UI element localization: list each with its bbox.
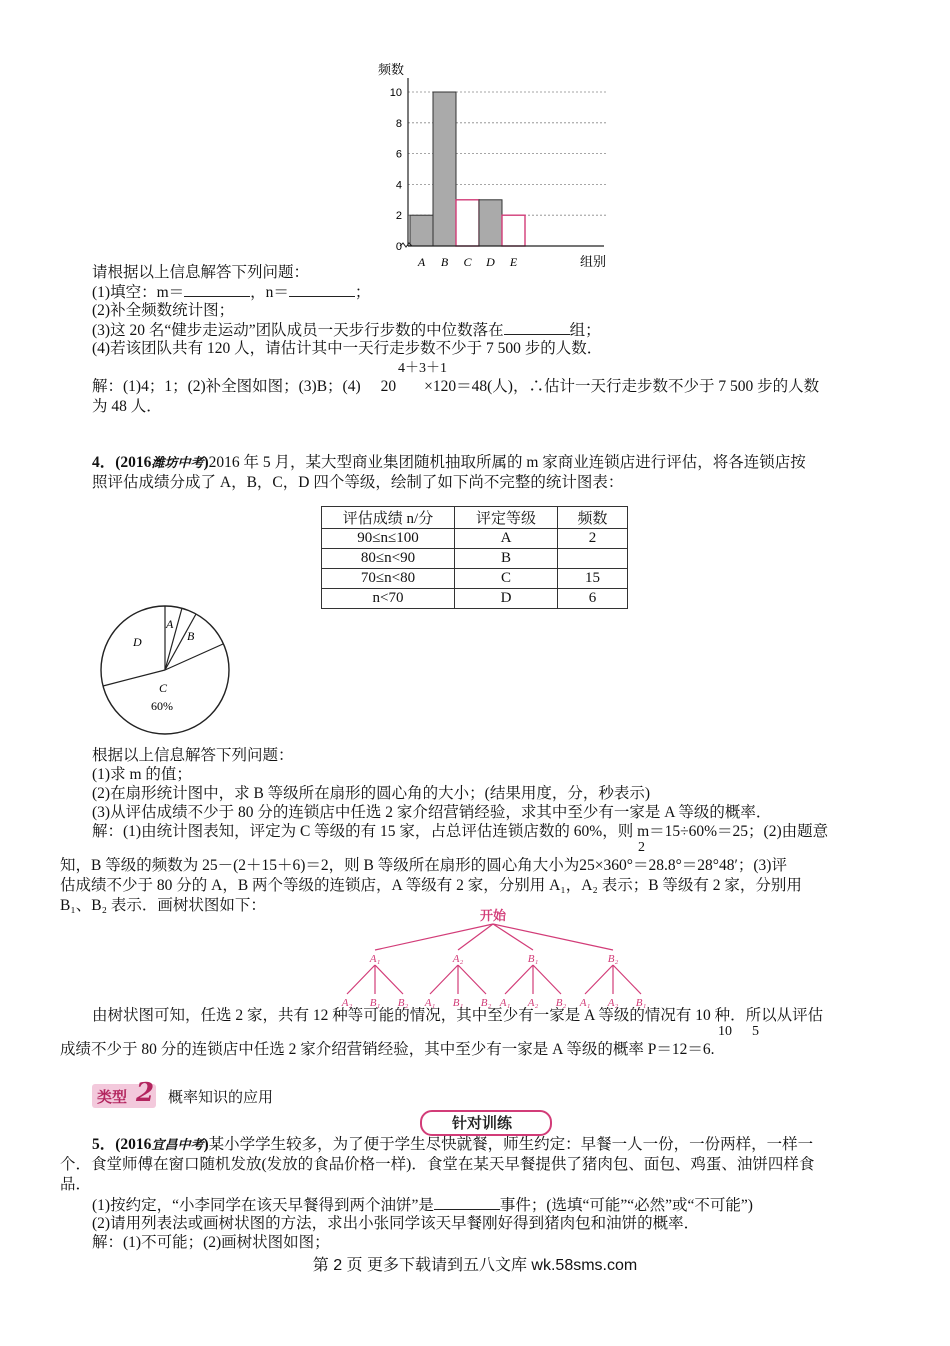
pie-label-d: D xyxy=(133,635,142,649)
q3-part1-b: ，n＝ xyxy=(250,284,289,301)
answer-blank xyxy=(504,320,570,335)
q3-intro: 请根据以上信息解答下列问题： xyxy=(92,264,310,281)
tree-branch xyxy=(375,965,403,994)
q3-part4: (4)若该团队共有 120 人，请估计其中一天行走步数不少于 7 500 步的人数． xyxy=(92,340,603,357)
bars xyxy=(410,92,525,246)
table-cell: 70≤n<80 xyxy=(322,569,455,589)
tree-leaf: B₂ xyxy=(397,997,409,1009)
answer-blank xyxy=(184,282,250,297)
q4-answer-line4: B₁、B₂ 表示．画树状图如下： xyxy=(60,897,266,914)
tree-leaf: A₁ xyxy=(424,997,436,1009)
tree-level1 xyxy=(369,953,619,965)
y-tick-label: 8 xyxy=(395,117,402,130)
q5-text1: 某小学学生较多，为了便于学生尽快就餐，师生约定：早餐一人一份，一份两样，一样一 xyxy=(208,1136,814,1153)
tree-branches xyxy=(347,924,641,994)
y-axis-label: 频数 xyxy=(378,62,405,77)
q4-source: (2016 xyxy=(115,454,152,471)
table-cell: 6 xyxy=(558,589,628,609)
q4-intro: 根据以上信息解答下列问题： xyxy=(92,747,294,764)
y-tick-label: 4 xyxy=(395,179,402,192)
table-header: 评定等级 xyxy=(455,507,558,529)
q3-part1-a: (1)填空：m＝ xyxy=(92,284,185,301)
q5-number: 5． xyxy=(92,1136,116,1153)
q5-source: (2016 xyxy=(115,1136,152,1153)
tree-branch xyxy=(585,965,613,994)
table-cell: A xyxy=(455,529,558,549)
table-cell: C xyxy=(455,569,558,589)
type-badge xyxy=(92,1078,156,1108)
q3-fraction-numerator: 4＋3＋1 xyxy=(398,361,447,376)
table-cell xyxy=(558,549,628,569)
tree-branch xyxy=(533,965,561,994)
q5-part1-b: 事件；(选填“可能”“必然”或“不可能”) xyxy=(499,1197,753,1214)
q3-fraction-denominator: 20 xyxy=(380,378,397,395)
pie-percent-c: 60% xyxy=(151,699,173,713)
q4-answer-line6: 成绩不少于 80 分的连锁店中任选 2 家介绍营销经验，其中至少有一家是 A 等级的概率 P＝12＝6. xyxy=(60,1041,715,1058)
tree-leaf: A₁ xyxy=(579,997,591,1009)
q4-number: 4． xyxy=(92,454,116,471)
q4-answer-line3: 估成绩不少于 80 分的 A，B 两个等级的连锁店，A 等级有 2 家，分别用 A₁，A₂ 表示；B 等级有 2 家，分别用 xyxy=(60,877,802,894)
q4-source-end: ) xyxy=(203,454,209,471)
q4-part1: (1)求 m 的值； xyxy=(92,766,192,783)
tree-leaf: B₁ xyxy=(452,997,464,1009)
table-cell: 80≤n<90 xyxy=(322,549,455,569)
page-footer: 第 2 页 更多下载请到五八文库 wk.58sms.com xyxy=(312,1257,638,1274)
q5-stem-line1 xyxy=(92,1135,813,1155)
table-cell: D xyxy=(455,589,558,609)
table-row xyxy=(322,589,628,609)
x-tick-label: B xyxy=(440,255,449,269)
q4-prob-numerator-1: 10 xyxy=(718,1024,732,1039)
type-badge-label: 类型 xyxy=(97,1088,128,1106)
bar-D xyxy=(479,200,502,246)
q5-source-place: 宜昌中考 xyxy=(151,1137,204,1152)
q4-stem-line2: 照评估成绩分成了 A，B，C，D 四个等级，绘制了如下尚不完整的统计图表： xyxy=(92,474,624,491)
type-badge-number: 2 xyxy=(136,1078,155,1108)
tree-leaf: A₂ xyxy=(341,997,353,1009)
tree-leaf: A₁ xyxy=(499,997,511,1009)
q4-answer-line2-b: 25×360°＝28.8°＝28°48′；(3)评 xyxy=(579,857,787,874)
q4-fraction-numerator: 2 xyxy=(638,840,645,855)
bar-B xyxy=(433,92,456,246)
q3-part1 xyxy=(92,282,370,303)
x-axis-label: 组别 xyxy=(580,254,607,269)
table-row xyxy=(322,529,628,549)
tree-branch xyxy=(430,965,458,994)
tree-branch xyxy=(613,965,641,994)
pie-label-c: C xyxy=(159,681,168,695)
pie-label-b: B xyxy=(187,629,195,643)
q4-text1: 2016 年 5 月，某大型商业集团随机抽取所属的 m 家商业连锁店进行评估，将各连锁店按 xyxy=(208,454,806,471)
q4-answer-line1: 解：(1)由统计图表知，评定为 C 等级的有 15 家，占总评估连锁店数的 60%，则 m＝15÷60%＝25；(2)由题意 xyxy=(92,823,829,840)
frequency-histogram xyxy=(368,60,618,272)
type2-title: 概率知识的应用 xyxy=(168,1090,274,1106)
tree-leaf: B₂ xyxy=(555,997,567,1009)
training-banner xyxy=(412,1108,552,1134)
table-row xyxy=(322,549,628,569)
bar-C xyxy=(456,200,479,246)
x-tick-label: D xyxy=(486,255,495,269)
y-tick-label: 2 xyxy=(395,210,402,223)
tree-node: A₁ xyxy=(369,953,381,965)
q4-part3: (3)从评估成绩不少于 80 分的连锁店中任选 2 家介绍营销经验，求其中至少有一家是 A 等级的概率． xyxy=(92,804,772,821)
y-tick-label: 6 xyxy=(395,148,402,161)
table-cell: 2 xyxy=(558,529,628,549)
q5-part1 xyxy=(92,1195,753,1216)
tree-branch xyxy=(458,965,486,994)
q5-answer: 解：(1)不可能；(2)画树状图如图； xyxy=(92,1234,330,1251)
pie-label-a: A xyxy=(166,617,174,631)
tree-root: 开始 xyxy=(479,909,507,924)
table-cell: 15 xyxy=(558,569,628,589)
q3-part2: (2)补全频数统计图； xyxy=(92,302,235,319)
q3-answer-a: 解：(1)4；1；(2)补全图如图；(3)B；(4) xyxy=(92,378,361,395)
q5-part2: (2)请用列表法或画树状图的方法，求出小张同学该天早餐刚好得到猪肉包和油饼的概率． xyxy=(92,1215,700,1232)
answer-blank xyxy=(434,1195,500,1210)
tree-leaf: B₁ xyxy=(369,997,381,1009)
y-tick-labels xyxy=(390,87,402,253)
q4-answer-line2 xyxy=(60,856,787,876)
tree-node: A₂ xyxy=(452,953,464,965)
tree-leaf: B₂ xyxy=(480,997,492,1009)
tree-node: B₂ xyxy=(607,953,619,965)
q5-source-end: ) xyxy=(203,1136,209,1153)
table-header: 频数 xyxy=(558,507,628,529)
table-header-row xyxy=(322,507,628,529)
table-row xyxy=(322,569,628,589)
q4-source-place: 潍坊中考 xyxy=(151,455,204,470)
q5-part1-a: (1)按约定，“小李同学在该天早餐得到两个油饼”是 xyxy=(92,1197,434,1214)
bar-A xyxy=(410,215,433,246)
y-tick-label: 0 xyxy=(395,241,402,253)
tree-leaf: A₂ xyxy=(527,997,539,1009)
tree-node: B₁ xyxy=(527,953,539,965)
q5-stem-line2: 个．食堂师傅在窗口随机发放(发放的食品价格一样)．食堂在某天早餐提供了猪肉包、面包、鸡蛋、油饼四样食 xyxy=(60,1156,815,1173)
answer-blank xyxy=(289,282,355,297)
q4-part2: (2)在扇形统计图中，求 B 等级所在扇形的圆心角的大小；(结果用度，分，秒表示) xyxy=(92,785,650,802)
bar-E xyxy=(502,215,525,246)
training-label: 针对训练 xyxy=(452,1114,513,1132)
y-tick-label: 10 xyxy=(389,87,402,99)
q3-answer xyxy=(92,377,819,397)
q3-answer-b: ×120＝48(人)，∴估计一天行走步数不少于 7 500 步的人数 xyxy=(424,378,820,395)
q4-prob-numerator-2: 5 xyxy=(752,1024,759,1039)
table-cell: 90≤n≤100 xyxy=(322,529,455,549)
tree-leaf: B₁ xyxy=(635,997,647,1009)
q3-answer-end: 为 48 人． xyxy=(92,398,162,415)
x-tick-label: E xyxy=(509,255,518,269)
x-tick-label: A xyxy=(417,255,426,269)
q3-part3-a: (3)这 20 名“健步走运动”团队成员一天步行步数的中位数落在 xyxy=(92,322,504,339)
pie-chart xyxy=(95,600,235,740)
table-cell: n<70 xyxy=(322,589,455,609)
tree-branch xyxy=(493,924,613,950)
x-tick-labels xyxy=(417,255,518,269)
x-tick-label: C xyxy=(463,255,472,269)
q3-part1-c: ； xyxy=(354,284,371,301)
table-cell: B xyxy=(455,549,558,569)
tree-branch xyxy=(505,965,533,994)
grade-table xyxy=(321,506,628,609)
tree-leaf: A₂ xyxy=(607,997,619,1009)
q3-part3 xyxy=(92,320,601,341)
tree-diagram xyxy=(335,906,650,1012)
q4-answer-line2-a: 知，B 等级的频数为 25－(2＋15＋6)＝2，则 B 等级所在扇形的圆心角大小为 xyxy=(60,857,580,874)
q4-answer-line5: 由树状图可知，任选 2 家，共有 12 种等可能的情况，其中至少有一家是 A 等级的情况有 10 种．所以从评估 xyxy=(92,1007,824,1024)
tree-branch xyxy=(347,965,375,994)
q5-stem-line3: 品． xyxy=(60,1176,92,1193)
table-header: 评估成绩 n/分 xyxy=(322,507,455,529)
q3-part3-b: 组； xyxy=(569,322,601,339)
q4-stem-line1 xyxy=(92,453,806,473)
